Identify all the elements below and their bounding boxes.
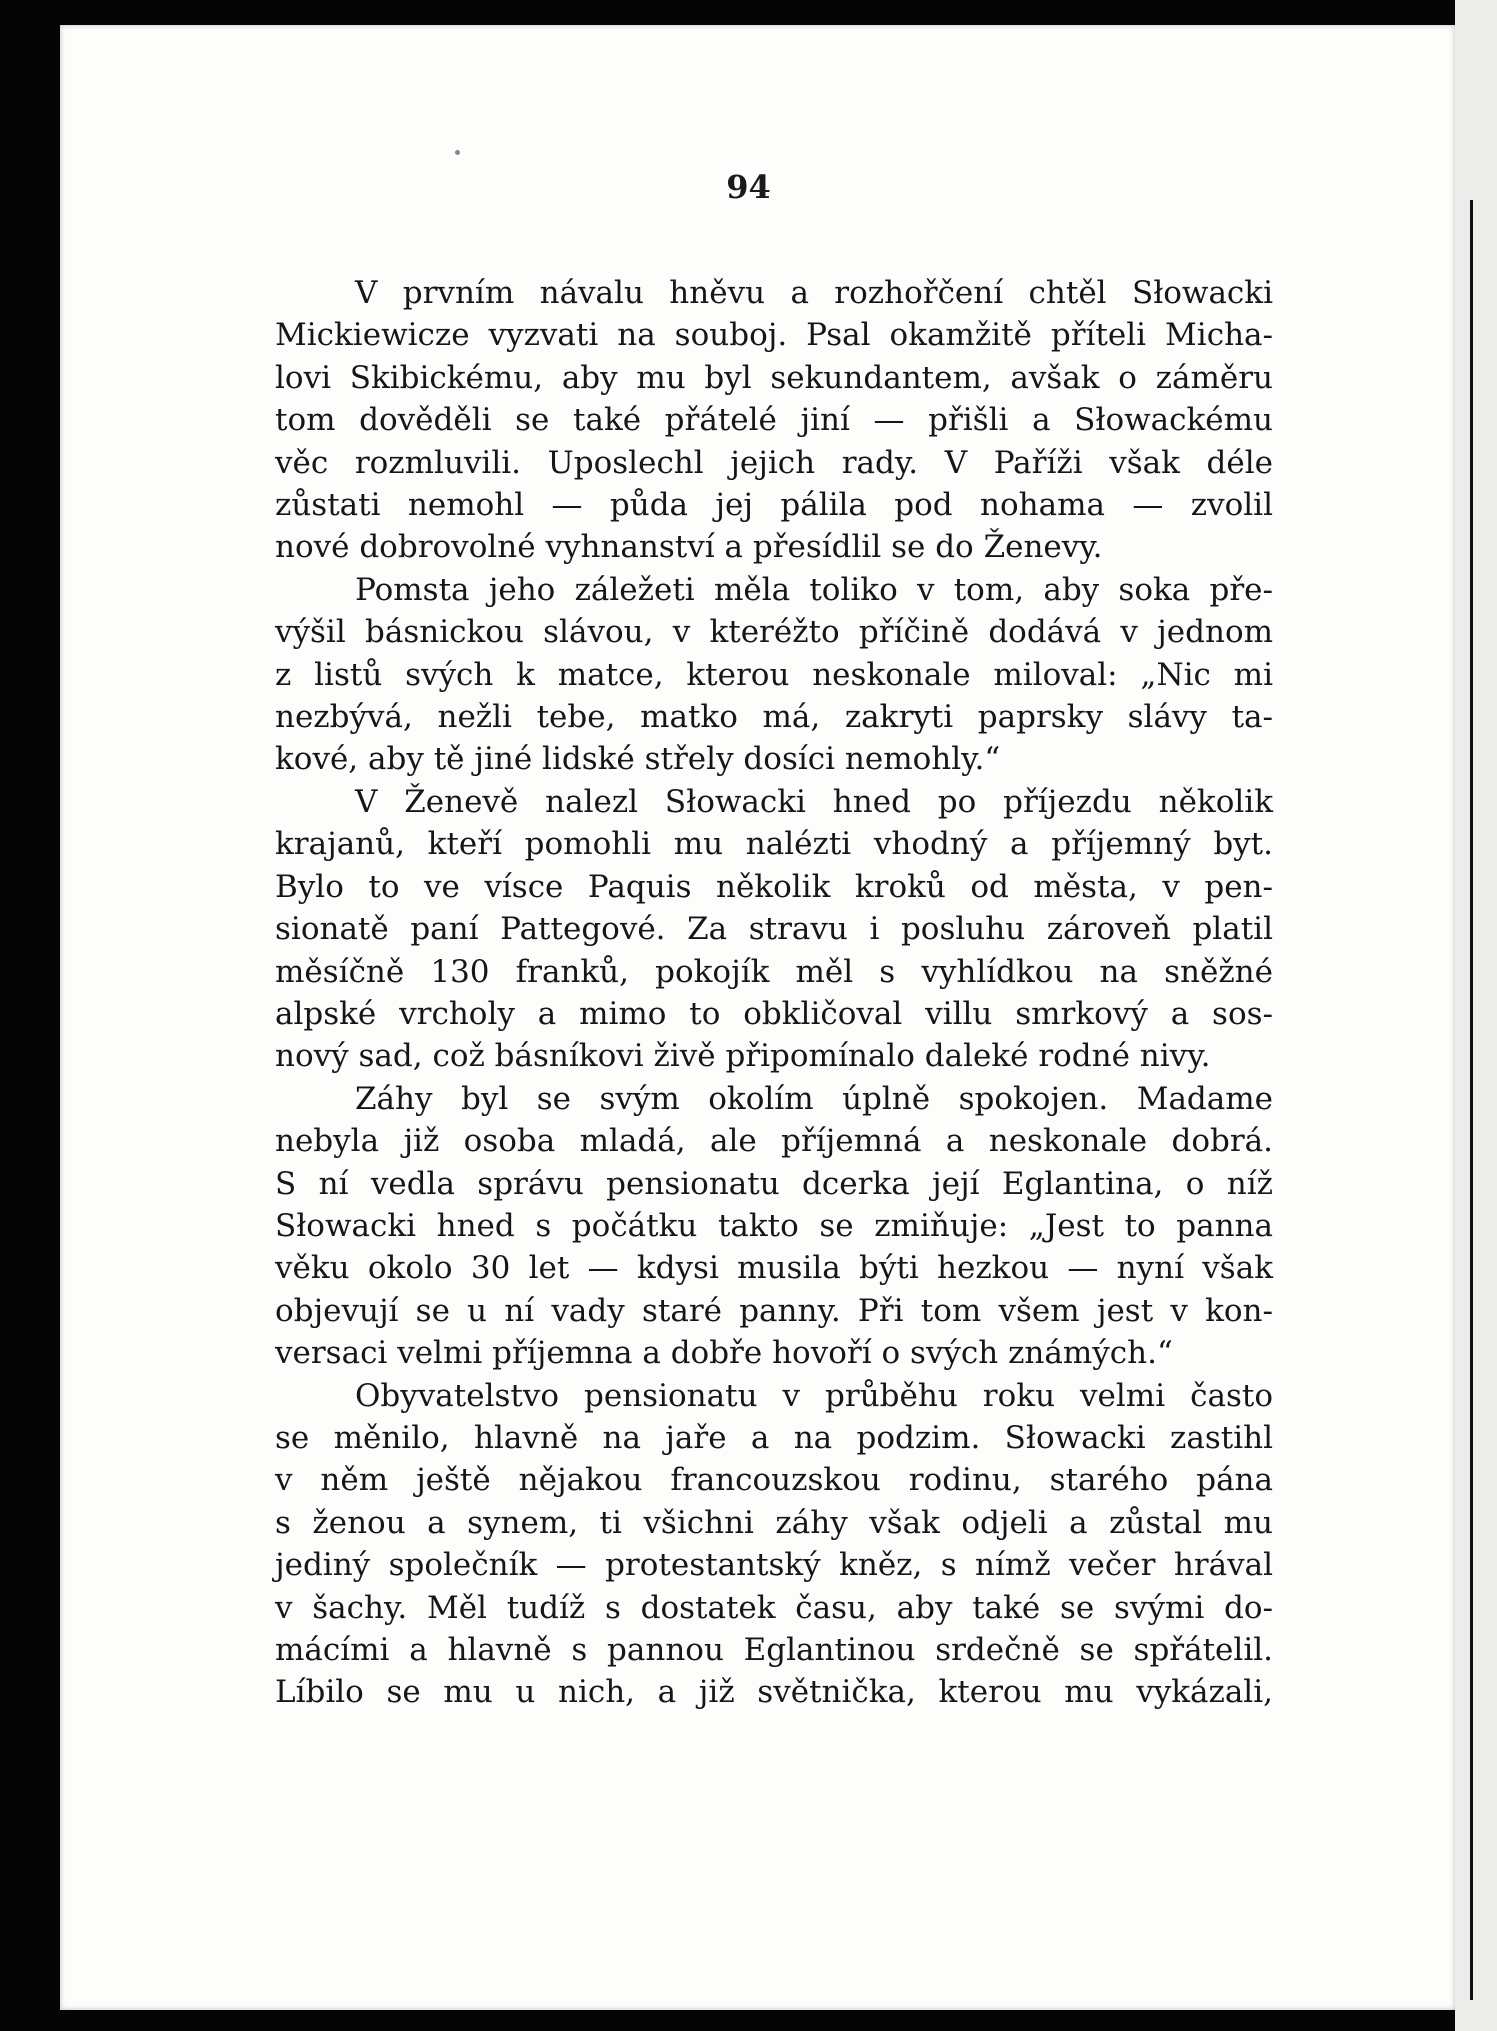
text-line: sionatě paní Pattegové. Za stravu i posluhu zároveň platil (275, 911, 1273, 948)
text-line: kové, aby tě jiné lidské střely dosíci nemohly.“ (275, 741, 1001, 778)
scan-margin (1455, 0, 1497, 2031)
page-edge-line (1470, 200, 1473, 2000)
scan-speck (455, 150, 460, 155)
text-line: objevují se u ní vady staré panny. Při tom všem jest v kon- (275, 1292, 1273, 1329)
text-line: se měnilo, hlavně na jaře a na podzim. Słowacki zastihl (275, 1419, 1273, 1456)
text-line: V Ženevě nalezl Słowacki hned po příjezdu několik (355, 783, 1273, 820)
text-line: tom dověděli se také přátelé jiní — přišli a Słowackému (275, 402, 1273, 439)
text-line: krajanů, kteří pomohli mu nalézti vhodný a příjemný byt. (275, 826, 1273, 863)
text-line: S ní vedla správu pensionatu dcerka její Eglantina, o níž (275, 1165, 1273, 1202)
page-number: 94 (726, 168, 771, 206)
text-line: lovi Skibickému, aby mu byl sekundantem, avšak o záměru (275, 359, 1273, 396)
text-line: jediný společník — protestantský kněz, s nímž večer hrával (275, 1547, 1273, 1584)
text-line: věc rozmluvili. Uposlechl jejich rady. V Paříži však déle (275, 444, 1273, 481)
text-line: Záhy byl se svým okolím úplně spokojen. Madame (355, 1080, 1273, 1117)
text-line: nové dobrovolné vyhnanství a přesídlil se do Ženevy. (275, 529, 1103, 566)
text-line: Mickiewicze vyzvati na souboj. Psal okamžitě příteli Micha- (275, 317, 1273, 354)
text-line: alpské vrcholy a mimo to obkličoval villu smrkový a sos- (275, 995, 1273, 1032)
text-line: Bylo to ve vísce Paquis několik kroků od města, v pen- (275, 868, 1273, 905)
text-line: v něm ještě nějakou francouzskou rodinu, starého pána (275, 1462, 1273, 1499)
text-line: nezbývá, nežli tebe, matko má, zakryti paprsky slávy ta- (275, 699, 1273, 736)
text-line: výšil básnickou slávou, v kteréžto příčině dodává v jednom (275, 614, 1273, 651)
text-line: Pomsta jeho záležeti měla toliko v tom, aby soka pře- (355, 571, 1273, 608)
text-line: Líbilo se mu u nich, a již světnička, kterou mu vykázali, (275, 1674, 1273, 1711)
text-line: v šachy. Měl tudíž s dostatek času, aby také se svými do- (275, 1589, 1273, 1626)
text-line: z listů svých k matce, kterou neskonale miloval: „Nic mi (275, 656, 1273, 693)
text-line: V prvním návalu hněvu a rozhořčení chtěl Słowacki (355, 275, 1273, 311)
text-line: mácími a hlavně s pannou Eglantinou srdečně se spřátelil. (275, 1632, 1273, 1668)
text-line: věku okolo 30 let — kdysi musila býti hezkou — nyní však (275, 1250, 1273, 1287)
body-text (275, 272, 1273, 1714)
text-line: nový sad, což básníkovi živě připomínalo daleké rodné nivy. (275, 1038, 1211, 1075)
text-line: nebyla již osoba mladá, ale příjemná a neskonale dobrá. (275, 1123, 1273, 1160)
text-line: Słowacki hned s počátku takto se zmiňuje: „Jest to panna (275, 1207, 1273, 1244)
text-line: versaci velmi příjemna a dobře hovoří o svých známých.“ (275, 1335, 1173, 1372)
text-line: s ženou a synem, ti všichni záhy však odjeli a zůstal mu (275, 1504, 1273, 1541)
text-line: měsíčně 130 franků, pokojík měl s vyhlídkou na sněžné (275, 953, 1273, 990)
text-line: Obyvatelstvo pensionatu v průběhu roku velmi často (355, 1377, 1273, 1414)
text-line: zůstati nemohl — půda jej pálila pod nohama — zvolil (275, 487, 1273, 524)
